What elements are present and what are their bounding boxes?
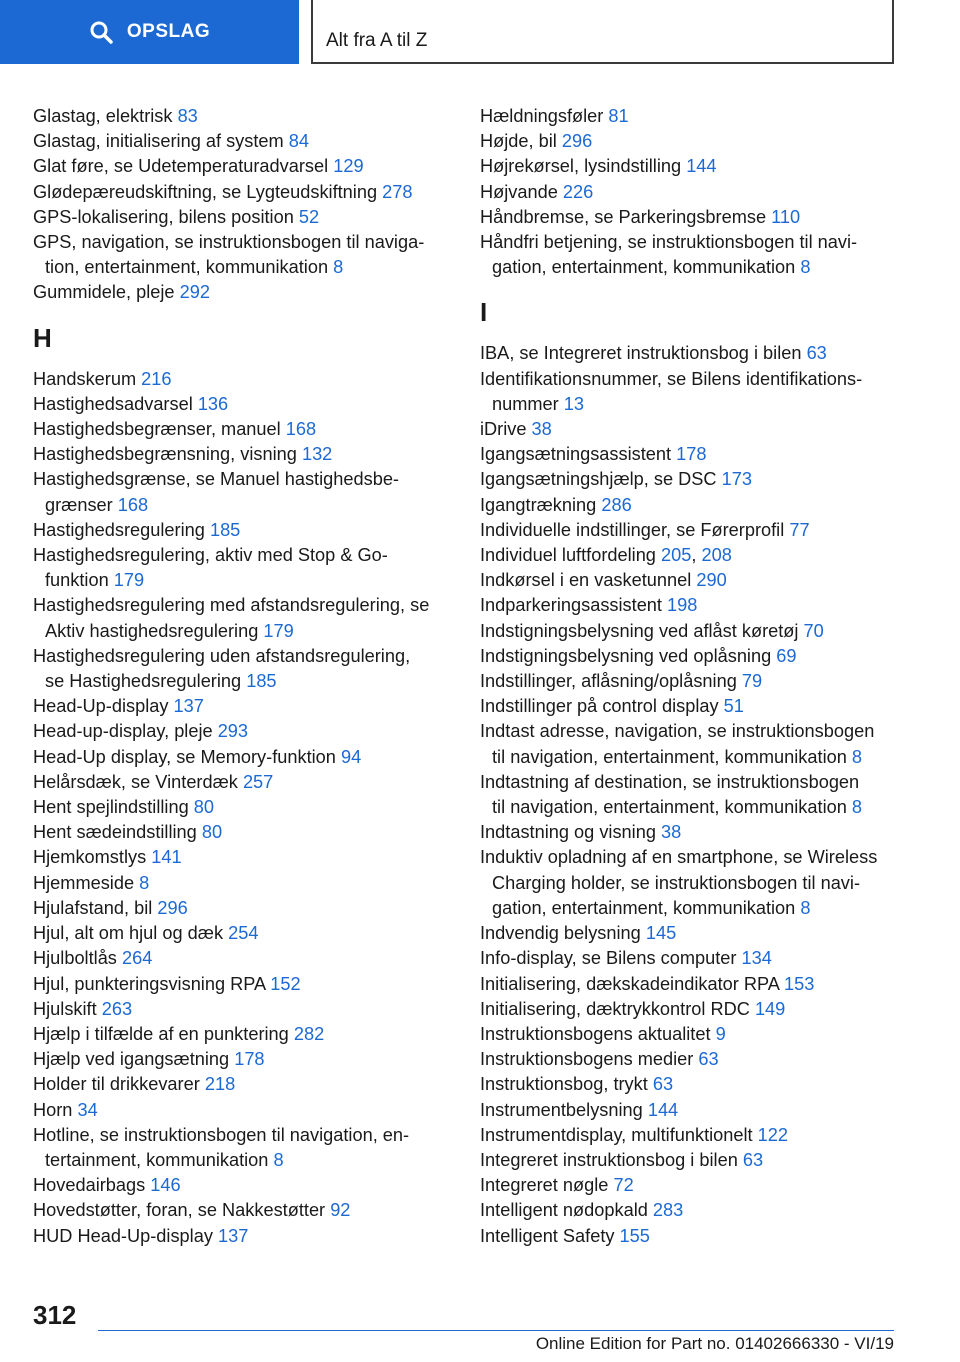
index-entry-text: Højvande bbox=[480, 181, 558, 202]
page-reference-link[interactable]: 173 bbox=[721, 469, 752, 490]
index-entry bbox=[480, 1123, 900, 1148]
page-reference-link[interactable]: 110 bbox=[771, 206, 801, 227]
page-reference-link[interactable]: 152 bbox=[270, 973, 301, 994]
index-entry bbox=[480, 619, 900, 644]
page-reference-link[interactable]: 9 bbox=[715, 1023, 726, 1044]
page-reference-link[interactable]: 52 bbox=[298, 206, 320, 227]
page-reference-link[interactable]: 155 bbox=[619, 1225, 650, 1246]
page-reference-link[interactable]: 83 bbox=[177, 106, 198, 126]
index-entry-text: Helårsdæk, se Vinterdæk bbox=[33, 771, 238, 792]
index-entry bbox=[33, 770, 453, 795]
index-entry-text: Igangtrækning bbox=[480, 494, 597, 515]
index-entry-text: Hotline, se instruktionsbogen til navigation, en- bbox=[33, 1124, 410, 1145]
index-entry bbox=[33, 129, 453, 154]
index-entry-text: gation, entertainment, kommunikation bbox=[492, 257, 796, 278]
index-entry-text: Hastighedsgrænse, se Manuel hastighedsbe- bbox=[33, 469, 399, 490]
page-reference-link[interactable]: 63 bbox=[806, 343, 827, 364]
index-entry-text: Hastighedsregulering med afstandsregulering, se bbox=[33, 595, 430, 616]
page-reference-link[interactable]: 153 bbox=[783, 973, 815, 994]
index-entry-text: Initialisering, dækskadeindikator RPA bbox=[480, 973, 779, 994]
page-reference-link[interactable]: 122 bbox=[757, 1124, 789, 1145]
page-reference-link[interactable]: 282 bbox=[293, 1023, 325, 1044]
index-entry bbox=[33, 417, 453, 442]
index-entry bbox=[480, 417, 900, 442]
index-entry-text: Indtast adresse, navigation, se instruktionsbogen bbox=[480, 721, 875, 742]
index-column-left bbox=[33, 104, 453, 1249]
index-entry bbox=[33, 1022, 453, 1047]
index-entry-text: til navigation, entertainment, kommunikation bbox=[492, 746, 847, 767]
page-reference-link[interactable]: 38 bbox=[531, 419, 552, 440]
index-entry-text: grænser bbox=[45, 494, 113, 515]
index-entry-text: Hjulboltlås bbox=[33, 948, 117, 969]
page-reference-link[interactable]: 80 bbox=[193, 797, 214, 818]
page-reference-link[interactable]: 34 bbox=[77, 1099, 98, 1120]
index-entry bbox=[480, 367, 900, 417]
index-entry-text: Indvendig belysning bbox=[480, 923, 641, 944]
index-letter-heading: H bbox=[33, 322, 52, 353]
index-entry bbox=[480, 770, 900, 820]
page-reference-link[interactable]: 136 bbox=[197, 393, 229, 414]
page-reference-link[interactable]: 51 bbox=[723, 696, 744, 717]
index-entry bbox=[33, 367, 453, 392]
search-icon bbox=[89, 20, 113, 44]
index-entry bbox=[33, 719, 453, 744]
index-entry bbox=[480, 230, 900, 280]
page-reference-link[interactable]: 92 bbox=[330, 1200, 351, 1221]
index-entry-text: Induktiv opladning af en smartphone, se Wireless bbox=[480, 847, 878, 868]
index-entry-text: Hjulafstand, bil bbox=[33, 897, 153, 918]
index-entry-text: Identifikationsnummer, se Bilens identifikations- bbox=[480, 368, 863, 389]
page-reference-link[interactable]: 141 bbox=[151, 847, 182, 868]
index-entry bbox=[33, 1198, 453, 1223]
index-entry bbox=[33, 1098, 453, 1123]
index-entry bbox=[33, 154, 453, 179]
index-entry bbox=[480, 997, 900, 1022]
index-entry bbox=[480, 1224, 900, 1249]
page-reference-link[interactable]: 145 bbox=[645, 923, 677, 944]
index-entry bbox=[33, 745, 453, 770]
index-entry bbox=[33, 467, 453, 517]
index-entry bbox=[480, 593, 900, 618]
page-reference-link[interactable]: 278 bbox=[382, 181, 413, 202]
page-reference-link[interactable]: 216 bbox=[141, 368, 172, 389]
page-reference-link[interactable]: 81 bbox=[608, 106, 629, 126]
page-reference-link[interactable]: 84 bbox=[288, 131, 309, 152]
page-reference-link[interactable]: 283 bbox=[652, 1200, 684, 1221]
index-entry bbox=[33, 896, 453, 921]
page-reference-link[interactable]: 293 bbox=[217, 721, 249, 742]
page-reference-link[interactable]: 144 bbox=[647, 1099, 679, 1120]
index-entry-text: Info-display, se Bilens computer bbox=[480, 948, 737, 969]
index-entry-text: Instruktionsbogens medier bbox=[480, 1049, 694, 1070]
index-entry bbox=[480, 205, 900, 230]
page-reference-link[interactable]: 72 bbox=[613, 1175, 634, 1196]
index-entry bbox=[33, 1047, 453, 1072]
page-reference-link[interactable]: 257 bbox=[242, 771, 274, 792]
page-reference-link[interactable]: 208 bbox=[701, 545, 732, 566]
page-reference-link[interactable]: 8 bbox=[851, 797, 863, 818]
page-reference-link[interactable]: 79 bbox=[741, 671, 763, 692]
index-entry-text: Gummidele, pleje bbox=[33, 282, 175, 303]
footer-divider bbox=[98, 1330, 894, 1331]
search-tab-label: OPSLAG bbox=[126, 21, 211, 42]
index-entry-text: Charging holder, se instruktionsbogen til navi- bbox=[492, 872, 861, 893]
index-entry-text: se Hastighedsregulering bbox=[45, 671, 242, 692]
index-entry-text: Glastag, elektrisk bbox=[33, 106, 173, 126]
index-entry-text: Individuelle indstillinger, se Førerprofil bbox=[480, 519, 785, 540]
page-reference-link[interactable]: 168 bbox=[117, 494, 149, 515]
index-entry bbox=[480, 1173, 900, 1198]
index-entry-text: Hovedairbags bbox=[33, 1175, 146, 1196]
index-entry-text: Hastighedsbegrænsning, visning bbox=[33, 444, 297, 465]
index-entry bbox=[480, 467, 900, 492]
page-reference-link[interactable]: 226 bbox=[562, 181, 594, 202]
page-reference-link[interactable]: 8 bbox=[333, 257, 344, 278]
index-entry bbox=[480, 104, 900, 129]
index-entry-text: Instruktionsbogens aktualitet bbox=[480, 1023, 711, 1044]
index-entry-text: Hastighedsregulering bbox=[33, 519, 205, 540]
index-entry-text: Indtastning og visning bbox=[480, 822, 656, 843]
page-reference-link[interactable]: 264 bbox=[121, 948, 153, 969]
index-entry-text: Indstigningsbelysning ved oplåsning bbox=[480, 645, 772, 666]
index-entry-text: Instrumentdisplay, multifunktionelt bbox=[480, 1124, 753, 1145]
page-reference-link[interactable]: 8 bbox=[273, 1149, 284, 1170]
index-entry-text: Hent spejlindstilling bbox=[33, 797, 189, 818]
page-reference-link[interactable]: 8 bbox=[139, 872, 150, 893]
index-entry bbox=[33, 392, 453, 417]
index-entry bbox=[33, 1173, 453, 1198]
page-reference-link[interactable]: 63 bbox=[742, 1149, 764, 1170]
index-entry bbox=[480, 669, 900, 694]
index-entry bbox=[33, 871, 453, 896]
page-reference-link[interactable]: 178 bbox=[676, 444, 707, 465]
index-entry bbox=[33, 543, 453, 593]
index-entry bbox=[480, 129, 900, 154]
index-entry bbox=[480, 719, 900, 769]
page-reference-link[interactable]: 168 bbox=[285, 419, 317, 440]
index-entry-text: Horn bbox=[33, 1099, 73, 1120]
index-entry-text: tion, entertainment, kommunikation bbox=[45, 257, 329, 278]
index-entry bbox=[480, 518, 900, 543]
page-reference-link[interactable]: 178 bbox=[234, 1049, 265, 1070]
page-reference-link[interactable]: 70 bbox=[803, 620, 824, 641]
index-entry bbox=[33, 644, 453, 694]
index-entry bbox=[33, 946, 453, 971]
index-entry-text: Integreret nøgle bbox=[480, 1175, 609, 1196]
index-entry bbox=[480, 694, 900, 719]
page-reference-link[interactable]: 77 bbox=[789, 519, 810, 540]
index-entry bbox=[33, 820, 453, 845]
index-entry-text: iDrive bbox=[480, 419, 527, 440]
index-entry bbox=[33, 997, 453, 1022]
index-entry-text: Igangsætningshjælp, se DSC bbox=[480, 469, 717, 490]
index-entry-text: Initialisering, dæktrykkontrol RDC bbox=[480, 998, 750, 1019]
index-entry-text: GPS-lokalisering, bilens position bbox=[33, 206, 294, 227]
page-reference-link[interactable]: 69 bbox=[776, 645, 797, 666]
page-reference-link[interactable]: 63 bbox=[698, 1049, 719, 1070]
index-entry bbox=[33, 694, 453, 719]
index-entry-text: Højde, bil bbox=[480, 131, 557, 152]
index-entry-text: Aktiv hastighedsregulering bbox=[45, 620, 259, 641]
page-reference-link[interactable]: 286 bbox=[601, 494, 632, 515]
index-entry-text: Glastag, initialisering af system bbox=[33, 131, 284, 152]
page-reference-link[interactable]: 149 bbox=[754, 998, 786, 1019]
page-reference-link[interactable]: 13 bbox=[563, 393, 584, 414]
page-number: 312 bbox=[33, 1300, 77, 1330]
index-entry-text: IBA, se Integreret instruktionsbog i bilen bbox=[480, 343, 802, 364]
page-reference-link[interactable]: 38 bbox=[661, 822, 682, 843]
page-reference-link[interactable]: 8 bbox=[800, 257, 811, 278]
index-entry bbox=[33, 104, 453, 129]
footer-edition: Online Edition for Part no. 01402666330 - VI/19 bbox=[535, 1334, 894, 1353]
index-entry bbox=[33, 180, 453, 205]
index-entry-text: Hældningsføler bbox=[480, 106, 604, 126]
index-entry-text: Handskerum bbox=[33, 368, 137, 389]
index-entry-text: Hent sædeindstilling bbox=[33, 822, 197, 843]
index-entry bbox=[480, 1022, 900, 1047]
page-reference-link[interactable]: 205 bbox=[661, 545, 692, 566]
index-entry-text: Head-up-display, pleje bbox=[33, 721, 213, 742]
index-entry-text: Hjul, alt om hjul og dæk bbox=[33, 923, 224, 944]
page-reference-link[interactable]: 146 bbox=[150, 1175, 181, 1196]
index-entry bbox=[480, 493, 900, 518]
index-entry bbox=[33, 442, 453, 467]
index-entry bbox=[33, 593, 453, 643]
page-reference-link[interactable]: 94 bbox=[340, 746, 362, 767]
index-entry-text: Intelligent Safety bbox=[480, 1225, 615, 1246]
page-reference-link[interactable]: 8 bbox=[800, 897, 811, 918]
index-entry-text: Indstillinger, aflåsning/oplåsning bbox=[480, 671, 737, 692]
index-entry-text: Indtastning af destination, se instruktionsbogen bbox=[480, 771, 860, 792]
index-entry bbox=[480, 820, 900, 845]
page-reference-link[interactable]: 198 bbox=[667, 595, 698, 616]
index-entry-text: Individuel luftfordeling bbox=[480, 545, 656, 566]
index-column-right bbox=[480, 104, 900, 1249]
index-entry-text: Glat føre, se Udetemperaturadvarsel bbox=[33, 156, 329, 177]
index-entry bbox=[480, 568, 900, 593]
index-entry bbox=[480, 921, 900, 946]
index-entry bbox=[33, 1072, 453, 1097]
page-reference-link[interactable]: 144 bbox=[686, 156, 717, 177]
index-entry-text: Integreret instruktionsbog i bilen bbox=[480, 1149, 738, 1170]
page-reference-link[interactable]: 179 bbox=[263, 620, 294, 641]
index-entry-text: Glødepæreudskiftning, se Lygteudskiftning bbox=[33, 181, 378, 202]
index-entry-text: Instrumentbelysning bbox=[480, 1099, 643, 1120]
page-reference-link[interactable]: 137 bbox=[217, 1225, 249, 1246]
index-entry bbox=[480, 845, 900, 921]
index-entry-text: Hjulskift bbox=[33, 998, 97, 1019]
page-reference-link[interactable]: 179 bbox=[113, 570, 145, 591]
index-entry bbox=[33, 230, 453, 280]
index-entry bbox=[33, 972, 453, 997]
index-entry-text: Håndfri betjening, se instruktionsbogen til navi- bbox=[480, 232, 858, 253]
index-entry-text: Intelligent nødopkald bbox=[480, 1200, 648, 1221]
page-reference-link[interactable]: 129 bbox=[333, 156, 364, 177]
index-entry-text: Hovedstøtter, foran, se Nakkestøtter bbox=[33, 1200, 326, 1221]
index-entry-text: Hastighedsbegrænser, manuel bbox=[33, 419, 281, 440]
index-entry bbox=[480, 1047, 900, 1072]
index-entry-text: Head-Up display, se Memory-funktion bbox=[33, 746, 336, 767]
index-entry-text: nummer bbox=[492, 393, 559, 414]
page-reference-link[interactable]: 132 bbox=[301, 444, 333, 465]
index-entry bbox=[480, 1198, 900, 1223]
index-entry-text: Hastighedsadvarsel bbox=[33, 393, 193, 414]
index-entry-text: Håndbremse, se Parkeringsbremse bbox=[480, 206, 767, 227]
index-entry-text: Hjælp ved igangsætning bbox=[33, 1049, 230, 1070]
page-reference-link[interactable]: 218 bbox=[204, 1074, 236, 1095]
index-entry bbox=[33, 921, 453, 946]
index-entry-text: gation, entertainment, kommunikation bbox=[492, 897, 796, 918]
index-entry-text: Igangsætningsassistent bbox=[480, 444, 672, 465]
index-entry-text: Instruktionsbog, trykt bbox=[480, 1074, 648, 1095]
index-entry-text: Hjemkomstlys bbox=[33, 847, 147, 868]
index-entry bbox=[480, 1148, 900, 1173]
page-reference-link[interactable]: 185 bbox=[209, 519, 241, 540]
page-reference-link[interactable]: 254 bbox=[228, 923, 259, 944]
page-reference-link[interactable]: 8 bbox=[851, 746, 863, 767]
index-entry bbox=[480, 180, 900, 205]
index-entry-text: Indstillinger på control display bbox=[480, 696, 719, 717]
index-entry-text: Hjul, punkteringsvisning RPA bbox=[33, 973, 266, 994]
section-title: Alt fra A til Z bbox=[326, 30, 428, 51]
index-entry bbox=[480, 341, 900, 366]
page-reference-link[interactable]: 296 bbox=[561, 131, 593, 152]
index-entry bbox=[33, 795, 453, 820]
index-entry bbox=[33, 1224, 453, 1249]
index-entry-text: Indparkeringsassistent bbox=[480, 595, 662, 616]
page-reference-link[interactable]: 134 bbox=[741, 948, 772, 969]
index-entry-text: til navigation, entertainment, kommunikation bbox=[492, 797, 847, 818]
index-entry: Individuel luftfordeling 205, 208 bbox=[480, 545, 732, 566]
index-entry-text: Højrekørsel, lysindstilling bbox=[480, 156, 682, 177]
page-reference-link[interactable]: 290 bbox=[696, 570, 727, 591]
index-entry bbox=[33, 845, 453, 870]
index-entry bbox=[480, 154, 900, 179]
index-entry-text: Hjælp i tilfælde af en punktering bbox=[33, 1023, 289, 1044]
page-reference-link[interactable]: 63 bbox=[652, 1074, 674, 1095]
index-entry bbox=[480, 1072, 900, 1097]
index-entry-text: GPS, navigation, se instruktionsbogen til naviga- bbox=[33, 232, 425, 253]
index-entry bbox=[33, 280, 453, 305]
index-entry bbox=[33, 1123, 453, 1173]
section-title-tab[interactable] bbox=[311, 0, 894, 64]
page-reference-link[interactable]: 263 bbox=[101, 998, 133, 1019]
index-entry bbox=[480, 442, 900, 467]
index-entry-text: Indkørsel i en vasketunnel bbox=[480, 570, 692, 591]
index-entry-text: Head-Up-display bbox=[33, 696, 169, 717]
page-reference-link[interactable]: 137 bbox=[173, 696, 204, 717]
page-reference-link[interactable]: 80 bbox=[201, 822, 223, 843]
index-entry bbox=[33, 518, 453, 543]
index-entry-text: Hastighedsregulering uden afstandsregulering, bbox=[33, 645, 411, 666]
index-entry-text: Holder til drikkevarer bbox=[33, 1074, 200, 1095]
index-entry-text: funktion bbox=[45, 570, 109, 591]
index-entry-text: Hjemmeside bbox=[33, 872, 135, 893]
index-entry bbox=[480, 1098, 900, 1123]
index-entry bbox=[33, 205, 453, 230]
index-entry-text: tertainment, kommunikation bbox=[45, 1149, 269, 1170]
page-reference-link[interactable]: 292 bbox=[179, 282, 210, 303]
index-entry bbox=[480, 972, 900, 997]
index-entry-text: Hastighedsregulering, aktiv med Stop & Go- bbox=[33, 545, 388, 566]
index-letter-heading: I bbox=[480, 297, 488, 328]
search-tab[interactable] bbox=[0, 0, 299, 64]
index-entry-text: Indstigningsbelysning ved aflåst køretøj bbox=[480, 620, 799, 641]
index-entry bbox=[480, 644, 900, 669]
index-entry bbox=[480, 946, 900, 971]
page-reference-link[interactable]: 296 bbox=[157, 897, 188, 918]
page-reference-link[interactable]: 185 bbox=[246, 671, 277, 692]
index-entry-text: HUD Head-Up-display bbox=[33, 1225, 213, 1246]
